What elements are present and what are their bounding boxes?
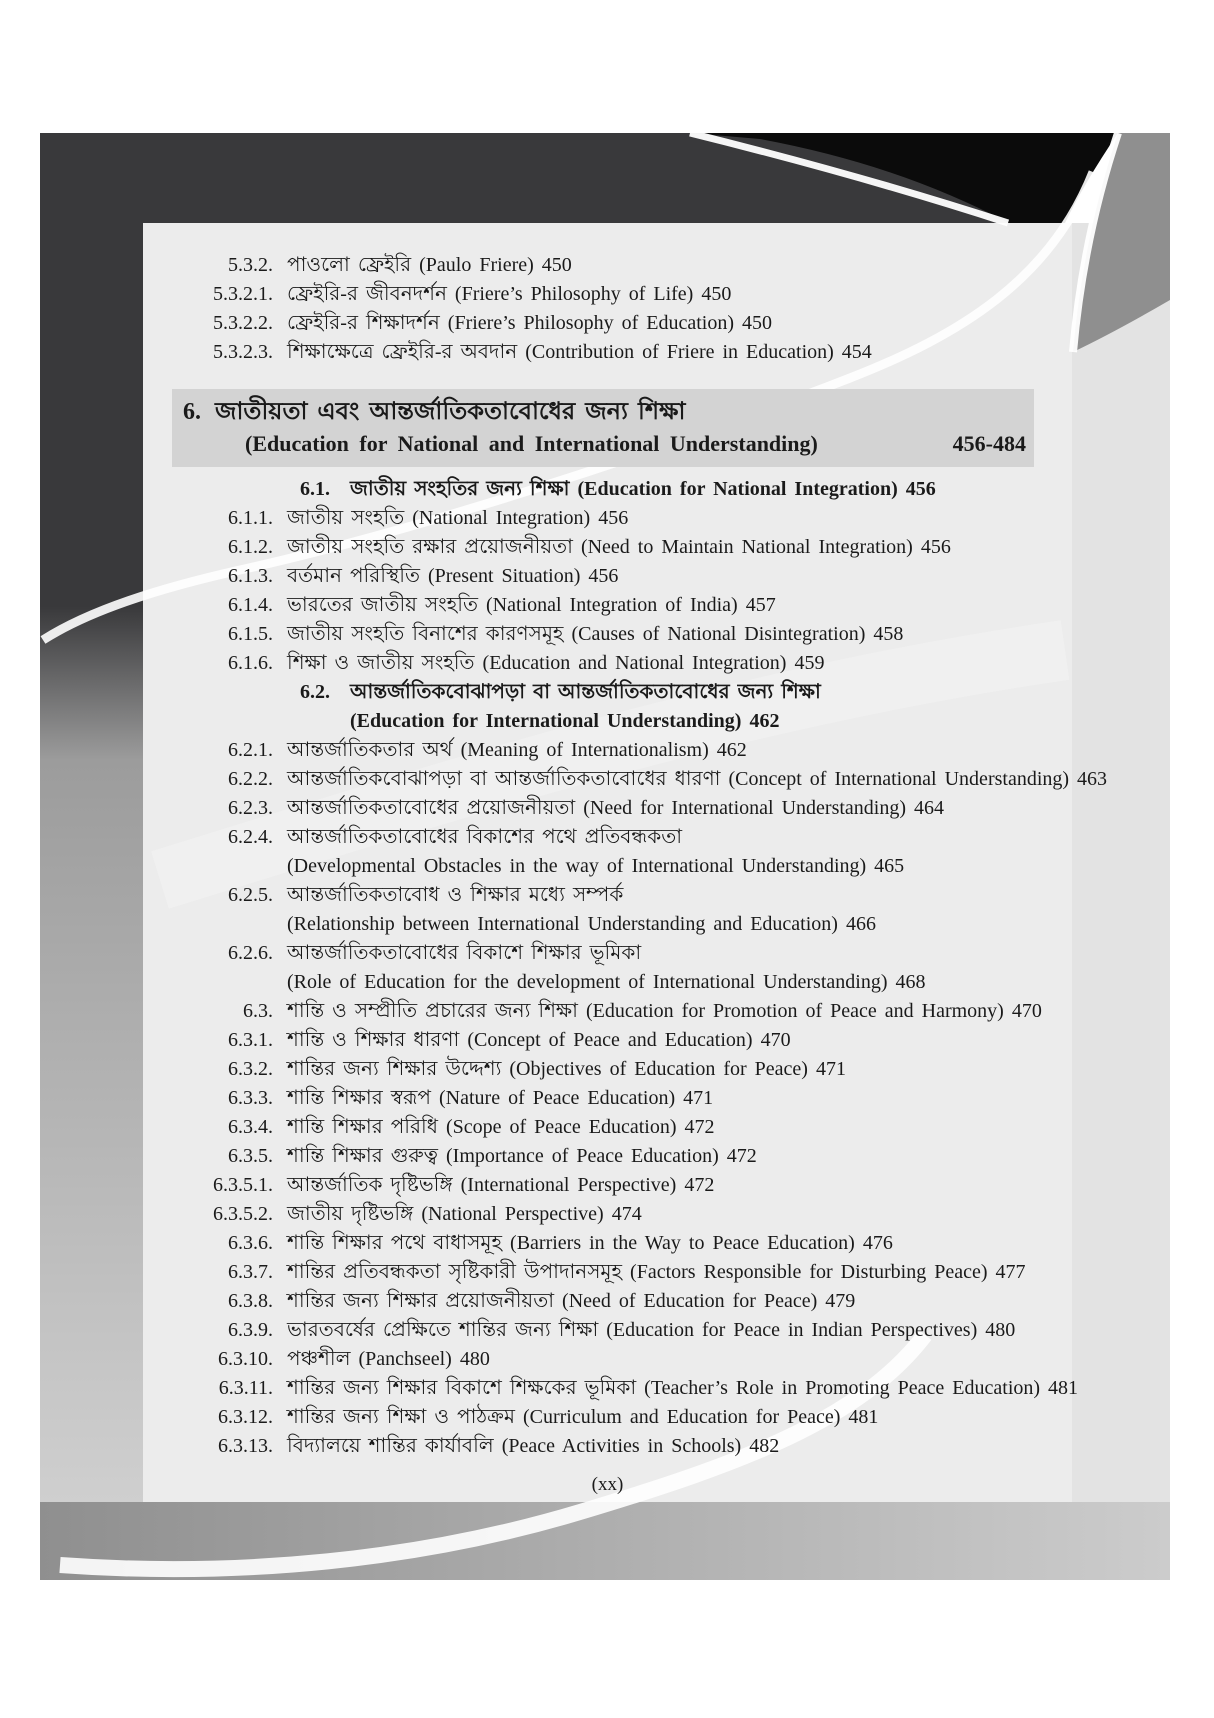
toc-entry-text [287,1200,1072,1229]
toc-entry-number: 5.3.2.2. [213,312,273,334]
toc-entry [143,1287,1072,1316]
toc-entry-text [287,1345,1072,1374]
toc-entry-title-bengali: বর্তমান পরিস্থিতি [287,565,420,587]
toc-entry-title-english: (Concept of Peace and Education) [467,1029,753,1051]
toc-entry-title-english: (Causes of National Disintegration) [571,623,866,645]
toc-entry-page: 450 [701,283,732,305]
toc-entry-text [287,1026,1072,1055]
toc-entry-title-bengali: আন্তর্জাতিকতার অর্থ [287,739,453,761]
toc-entry-text [287,649,1072,678]
toc-entry-number: 6.3. [243,1000,273,1022]
toc-entry-page: 470 [760,1029,791,1051]
toc-entry-title-bengali: ভারতের জাতীয় সংহতি [287,594,479,616]
toc-entry-number: 6.3.5.2. [213,1203,273,1225]
toc-entry-page: 471 [683,1087,714,1109]
toc-entry-number: 6.3.7. [228,1261,273,1283]
toc-entry-title-bengali: আন্তর্জাতিকতাবোধের বিকাশের পথে প্রতিবন্ধকতা [287,826,683,848]
toc-entry-text [350,678,1072,707]
toc-entry-number: 6.1.5. [228,623,273,645]
toc-entry [143,1055,1072,1084]
toc-entry-title-english: (Need for International Understanding) [583,797,907,819]
toc-entry-text [287,910,1072,939]
toc-entry-text [287,562,1072,591]
toc-entry-page: 457 [745,594,776,616]
toc-entry-title-english: (Concept of International Understanding) [728,768,1070,790]
toc-entry-title-bengali: শান্তি শিক্ষার পথে বাধাসমূহ [287,1232,503,1254]
toc-entry-page: 459 [794,652,825,674]
chapter-header-subtitle [172,429,1034,459]
toc-entry-title-bengali: আন্তর্জাতিক দৃষ্টিভঙ্গি [287,1174,453,1196]
toc-entry-page: 482 [749,1435,780,1457]
toc-entry [143,1432,1072,1461]
chapter-title-english: (Education for National and International Understanding) [245,431,818,456]
toc-entry-title-english: (Scope of Peace Education) [445,1116,677,1138]
toc-entry-title-english: (Relationship between International Understanding and Education) [287,913,838,935]
toc-entry [143,1316,1072,1345]
toc-entry-title-english: (National Perspective) [421,1203,604,1225]
chapter-page-range: 456-484 [952,431,1026,456]
toc-entry-page: 462 [716,739,747,761]
toc-entry-text [287,823,1072,852]
toc-entry-text [287,338,1072,367]
toc-entry-number: 6.3.4. [228,1116,273,1138]
toc-entry [143,1403,1072,1432]
toc-entry-text [287,591,1072,620]
toc-entry-number: 6.1.6. [228,652,273,674]
toc-entry-title-english: (International Perspective) [460,1174,677,1196]
toc-entry-title-bengali: শান্তি শিক্ষার পরিধি [287,1116,438,1138]
toc-entry-text [287,620,1072,649]
toc-entry-page: 472 [684,1116,715,1138]
toc-entry-number: 6.2.5. [228,884,273,906]
toc-entry-page: 465 [874,855,905,877]
toc-entry-title-english: (Education for Promotion of Peace and Harmony) [585,1000,1004,1022]
toc-entry-title-english: (Need to Maintain National Integration) [580,536,913,558]
toc-entry [143,794,1072,823]
left-column [40,223,143,1502]
toc-entry-text [287,997,1072,1026]
toc-entry-page: 463 [1077,768,1108,790]
toc-entry [143,1026,1072,1055]
toc-entry-title-english: (Present Situation) [427,565,581,587]
toc-entry-text [287,1287,1072,1316]
toc-entry-number: 6.3.5. [228,1145,273,1167]
toc-entry-number: 6.3.5.1. [213,1174,273,1196]
toc-entry-page: 479 [825,1290,856,1312]
toc-entry-page: 472 [684,1174,715,1196]
toc-entry [143,1374,1079,1403]
toc-entry-number: 5.3.2. [228,254,273,276]
toc-entry-title-bengali: শিক্ষা ও জাতীয় সংহতি [287,652,475,674]
toc-entry-text [287,251,1072,280]
toc-entry [143,1258,1072,1287]
toc-entry-title-bengali: জাতীয় সংহতি বিনাশের কারণসমূহ [287,623,564,645]
toc-entry-number: 6.3.12. [218,1406,273,1428]
toc-entry-title-english: (Developmental Obstacles in the way of International Understanding) [287,855,867,877]
toc-entry-number: 6.3.1. [228,1029,273,1051]
toc-list [143,251,1108,1461]
toc-entry-number: 6.2.4. [228,826,273,848]
toc-entry-title-bengali: শান্তি শিক্ষার গুরুত্ব [287,1145,439,1167]
toc-entry-title-english: (Meaning of Internationalism) [460,739,709,761]
toc-entry-title-bengali: আন্তর্জাতিকতাবোধের বিকাশে শিক্ষার ভূমিকা [287,942,642,964]
toc-entry-page: 450 [541,254,572,276]
toc-entry [143,678,1072,707]
toc-entry-text [287,1258,1072,1287]
toc-entry-text [287,1374,1078,1403]
toc-entry-number: 5.3.2.1. [213,283,273,305]
toc-entry [143,1345,1072,1374]
toc-entry-title-english: (Objectives of Education for Peace) [509,1058,808,1080]
toc-entry-number: 6.1.1. [228,507,273,529]
toc-entry-text [287,794,1072,823]
toc-entry-page: 474 [611,1203,642,1225]
toc-entry-continuation [143,707,1072,736]
toc-entry-title-english: (Paulo Friere) [419,254,534,276]
toc-entry-number: 6.3.9. [228,1319,273,1341]
toc-entry-number: 6.3.2. [228,1058,273,1080]
toc-entry [143,1171,1072,1200]
toc-entry-page: 472 [726,1145,757,1167]
toc-entry-title-english: (Education for Peace in Indian Perspectives) [606,1319,978,1341]
toc-entry-text [287,1316,1072,1345]
toc-entry-title-bengali: শান্তির জন্য শিক্ষার উদ্দেশ্য [287,1058,502,1080]
toc-entry-page: 454 [841,341,872,363]
toc-entry-title-english: (Importance of Peace Education) [446,1145,719,1167]
toc-entry [143,997,1072,1026]
toc-entry-title-bengali: শান্তির প্রতিবন্ধকতা সৃষ্টিকারী উপাদানসমূহ [287,1261,623,1283]
page-number: (xx) [591,1474,624,1495]
toc-entry-title-bengali: আন্তর্জাতিকবোঝাপড়া বা আন্তর্জাতিকতাবোধের জন্য শিক্ষা [350,681,821,703]
toc-entry-number: 6.1. [300,478,330,500]
toc-entry-number: 6.2.6. [228,942,273,964]
toc-entry-text [287,309,1072,338]
toc-entry-text [350,475,1072,504]
toc-entry-text [287,1084,1072,1113]
toc-entry-page: 480 [459,1348,490,1370]
toc-entry-title-english: (Role of Education for the development of International Understanding) [287,971,888,993]
toc-entry [143,765,1108,794]
toc-entry-continuation [143,910,1072,939]
toc-entry-title-bengali: ভারতবর্ষের প্রেক্ষিতে শান্তির জন্য শিক্ষা [287,1319,599,1341]
toc-page [143,223,1108,1502]
toc-entry-title-bengali: জাতীয় সংহতি [287,507,405,529]
toc-entry [143,649,1072,678]
toc-entry [143,309,1072,338]
toc-entry-text [287,1113,1072,1142]
toc-entry-title-bengali: পাওলো ফ্রেইরি [287,254,412,276]
toc-entry-text [287,504,1072,533]
toc-entry [143,736,1072,765]
toc-entry-title-english: (Friere’s Philosophy of Education) [447,312,734,334]
toc-entry [143,939,1072,968]
toc-entry-text [287,736,1072,765]
toc-entry-title-bengali: জাতীয় সংহতি রক্ষার প্রয়োজনীয়তা [287,536,573,558]
toc-entry-number: 6.3.10. [218,1348,273,1370]
toc-entry-title-bengali: জাতীয় দৃষ্টিভঙ্গি [287,1203,414,1225]
toc-entry-title-bengali: আন্তর্জাতিকবোঝাপড়া বা আন্তর্জাতিকতাবোধের ধারণা [287,768,721,790]
toc-entry-title-english: (National Integration of India) [486,594,738,616]
chapter-title-bengali: জাতীয়তা এবং আন্তর্জাতিকতাবোধের জন্য শিক্ষা [215,399,686,425]
toc-entry-title-bengali: শান্তি ও সম্প্রীতি প্রচারের জন্য শিক্ষা [287,1000,578,1022]
toc-entry-page: 476 [862,1232,893,1254]
toc-entry-page: 456 [920,536,951,558]
toc-entry-title-english: (Curriculum and Education for Peace) [522,1406,841,1428]
toc-entry [143,475,1072,504]
toc-entry-number: 5.3.2.3. [213,341,273,363]
toc-entry [143,338,1072,367]
toc-entry-page: 466 [845,913,876,935]
toc-entry-number: 6.2.1. [228,739,273,761]
toc-entry-page: 477 [995,1261,1026,1283]
toc-entry-number: 6.3.13. [218,1435,273,1457]
toc-entry-page: 481 [1048,1377,1079,1399]
toc-entry-title-bengali: বিদ্যালয়ে শান্তির কার্যাবলি [287,1435,494,1457]
right-strip [1072,223,1170,1502]
toc-entry-text [287,280,1072,309]
toc-entry-page: 462 [749,710,780,732]
toc-entry-title-english: (Contribution of Friere in Education) [525,341,834,363]
toc-entry [143,1113,1072,1142]
toc-entry-page: 471 [815,1058,846,1080]
toc-entry-text [287,1171,1072,1200]
toc-entry-continuation [143,852,1072,881]
toc-entry-number: 6.3.11. [218,1377,273,1399]
toc-entry-title-bengali: শান্তির জন্য শিক্ষার প্রয়োজনীয়তা [287,1290,555,1312]
toc-entry-title-bengali: আন্তর্জাতিকতাবোধ ও শিক্ষার মধ্যে সম্পর্ক [287,884,624,906]
toc-entry-title-bengali: পঞ্চশীল [287,1348,351,1370]
toc-entry-number: 6.1.3. [228,565,273,587]
toc-entry-text [287,881,1072,910]
toc-entry-title-english: (Peace Activities in Schools) [501,1435,742,1457]
toc-entry-number: 6.1.4. [228,594,273,616]
toc-entry-title-english: (Nature of Peace Education) [439,1087,676,1109]
toc-entry [143,881,1072,910]
toc-entry-text [287,765,1107,794]
toc-entry [143,1084,1072,1113]
toc-entry-number: 6.3.8. [228,1290,273,1312]
toc-entry-title-english: (Factors Responsible for Disturbing Peace) [630,1261,988,1283]
toc-entry-text [287,1055,1072,1084]
toc-entry-title-bengali: শান্তি ও শিক্ষার ধারণা [287,1029,460,1051]
toc-entry-title-english: (Teacher’s Role in Promoting Peace Education) [644,1377,1041,1399]
toc-entry-number: 6.2.2. [228,768,273,790]
toc-entry-text [287,1432,1072,1461]
toc-entry [143,504,1072,533]
toc-entry-title-bengali: শান্তির জন্য শিক্ষা ও পাঠক্রম [287,1406,515,1428]
toc-entry [143,533,1072,562]
toc-entry-title-english: (Education for International Understanding) [350,710,742,732]
toc-entry [143,1229,1072,1258]
toc-entry-text [287,1142,1072,1171]
toc-entry-title-bengali: ফ্রেইরি-র শিক্ষাদর্শন [287,312,440,334]
toc-entry [143,620,1072,649]
toc-entry-page: 468 [895,971,926,993]
toc-entry-title-english: (Panchseel) [358,1348,452,1370]
toc-entry-text [287,852,1072,881]
toc-entry-page: 456 [905,478,936,500]
toc-entry-number: 6.2.3. [228,797,273,819]
toc-entry-page: 456 [588,565,619,587]
toc-entry [143,251,1072,280]
toc-entry-number: 6.2. [300,681,330,703]
toc-entry-number: 6.1.2. [228,536,273,558]
chapter-header-band [172,389,1034,467]
toc-entry-title-bengali: শান্তি শিক্ষার স্বরূপ [287,1087,432,1109]
toc-entry-page: 450 [741,312,772,334]
toc-entry-title-english: (National Integration) [412,507,591,529]
toc-entry-page: 481 [848,1406,879,1428]
toc-entry-text [287,533,1072,562]
chapter-header-title [172,395,1034,429]
toc-entry-title-bengali: ফ্রেইরি-র জীবনদর্শন [287,283,447,305]
toc-entry [143,280,1072,309]
toc-entry-title-english: (Friere’s Philosophy of Life) [454,283,694,305]
toc-entry-continuation [143,968,1072,997]
toc-entry-text [287,1403,1072,1432]
toc-entry-number: 6.3.3. [228,1087,273,1109]
toc-entry-page: 464 [914,797,945,819]
toc-entry-text [350,707,1072,736]
toc-entry-page: 456 [598,507,629,529]
toc-entry-text [287,939,1072,968]
toc-entry [143,1142,1072,1171]
toc-entry-page: 458 [873,623,904,645]
toc-entry [143,1200,1072,1229]
toc-entry-title-bengali: আন্তর্জাতিকতাবোধের প্রয়োজনীয়তা [287,797,576,819]
toc-entry-number: 6.3.6. [228,1232,273,1254]
toc-entry-title-bengali: জাতীয় সংহতির জন্য শিক্ষা [350,478,570,500]
toc-entry [143,591,1072,620]
toc-entry-title-english: (Need of Education for Peace) [562,1290,818,1312]
toc-entry-page: 470 [1011,1000,1042,1022]
toc-entry-title-english: (Education for National Integration) [577,478,898,500]
toc-entry-text [287,1229,1072,1258]
toc-entry [143,823,1072,852]
toc-entry-text [287,968,1072,997]
toc-entry-title-bengali: শিক্ষাক্ষেত্রে ফ্রেইরি-র অবদান [287,341,518,363]
toc-entry [143,562,1072,591]
toc-entry-title-english: (Education and National Integration) [482,652,787,674]
toc-entry-title-english: (Barriers in the Way to Peace Education) [510,1232,855,1254]
toc-entry-title-bengali: শান্তির জন্য শিক্ষার বিকাশে শিক্ষকের ভূমিকা [287,1377,637,1399]
chapter-number: 6. [183,399,201,425]
toc-entry-page: 480 [985,1319,1016,1341]
